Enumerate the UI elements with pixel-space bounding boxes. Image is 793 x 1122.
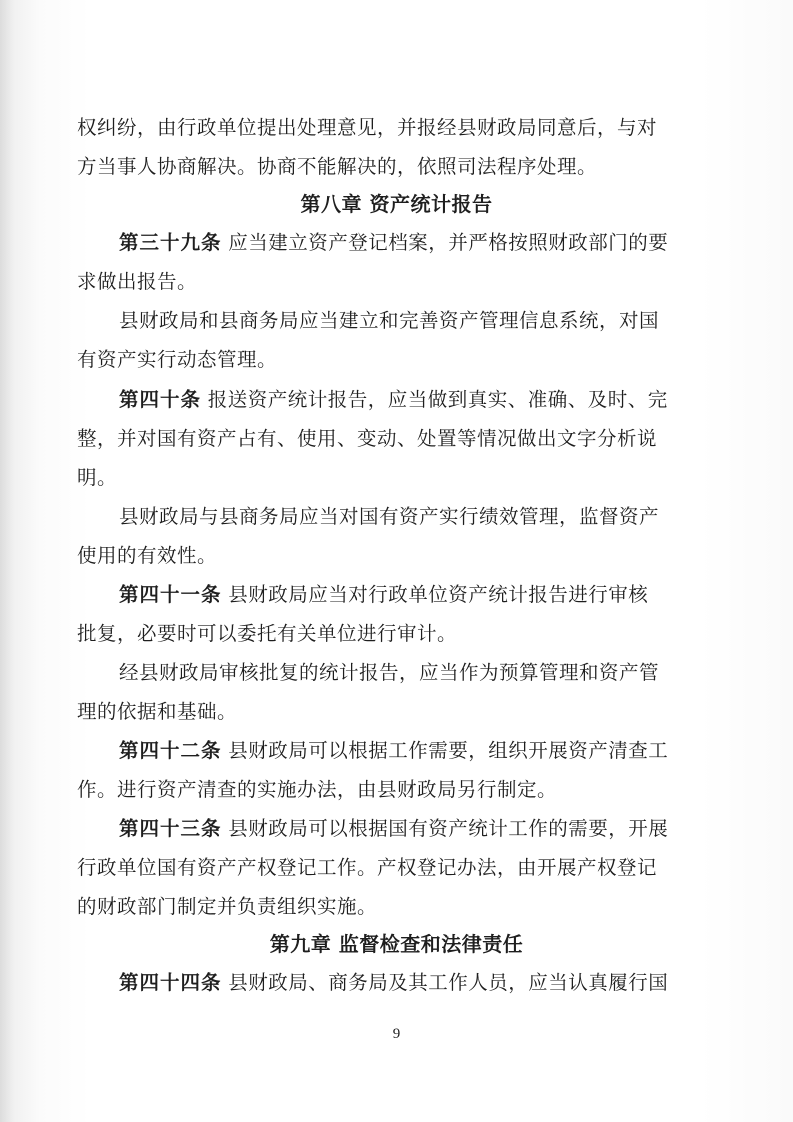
- line-text: 的财政部门制定并负责组织实施。: [77, 895, 378, 918]
- text-line-14: [77, 620, 457, 648]
- text-line-16: [77, 698, 237, 726]
- text-line-10: [77, 464, 117, 492]
- article-number: 第四十一条: [119, 583, 222, 606]
- line-text: 行政单位国有资产产权登记工作。产权登记办法，由开展产权登记: [77, 856, 658, 879]
- line-text: 权纠纷，由行政单位提出处理意见，并报经县财政局同意后，与对: [77, 116, 658, 139]
- line-text: 使用的有效性。: [77, 544, 218, 567]
- text-line-12: [77, 542, 217, 570]
- article-number: 第四十二条: [119, 739, 222, 762]
- chapter-9-heading: 第九章 监督检查和法律责任: [269, 932, 524, 956]
- line-text: 县财政局可以根据国有资产统计工作的需要，开展: [221, 817, 669, 840]
- text-line-11: [119, 503, 659, 531]
- line-text: 县财政局应当对行政单位资产统计报告进行审核: [221, 583, 649, 606]
- line-text: 方当事人协商解决。协商不能解决的，依照司法程序处理。: [77, 155, 598, 178]
- text-line-20: [77, 854, 657, 882]
- line-text: 县财政局和县商务局应当建立和完善资产管理信息系统，对国: [119, 309, 660, 332]
- page-number: 9: [392, 1026, 401, 1042]
- line-text: 县财政局与县商务局应当对国有资产实行绩效管理，监督资产: [119, 505, 660, 528]
- article-44-line: [119, 969, 668, 997]
- text-line-1: [77, 114, 657, 142]
- text-line-18: [77, 776, 557, 804]
- article-number: 第四十四条: [119, 971, 222, 994]
- article-number: 第四十条: [119, 388, 202, 411]
- text-line-7: [77, 346, 277, 374]
- article-number: 第四十三条: [119, 817, 222, 840]
- text-line-15: [119, 659, 659, 687]
- line-text: 应当建立资产登记档案，并严格按照财政部门的要: [221, 231, 669, 254]
- line-text: 作。进行资产清查的实施办法，由县财政局另行制定。: [77, 778, 558, 801]
- text-line-5: [77, 268, 197, 296]
- article-39-line: [119, 229, 668, 257]
- text-line-21: [77, 893, 377, 921]
- text-line-9: [77, 425, 657, 453]
- article-42-line: [119, 737, 668, 765]
- text-line-2: [77, 153, 597, 181]
- line-text: 县财政局可以根据工作需要，组织开展资产清查工: [221, 739, 669, 762]
- line-text: 理的依据和基础。: [77, 700, 238, 723]
- line-text: 整，并对国有资产占有、使用、变动、处置等情况做出文字分析说: [77, 427, 658, 450]
- article-41-line: [119, 581, 648, 609]
- article-43-line: [119, 815, 668, 843]
- line-text: 有资产实行动态管理。: [77, 348, 278, 371]
- line-text: 求做出报告。: [77, 270, 198, 293]
- article-40-line: [119, 386, 668, 414]
- line-text: 报送资产统计报告，应当做到真实、准确、及时、完: [201, 388, 668, 411]
- line-text: 县财政局、商务局及其工作人员，应当认真履行国: [221, 971, 669, 994]
- chapter-8-heading: 第八章 资产统计报告: [300, 192, 493, 216]
- line-text: 经县财政局审核批复的统计报告，应当作为预算管理和资产管: [119, 661, 660, 684]
- text-line-6: [119, 307, 659, 335]
- article-number: 第三十九条: [119, 231, 222, 254]
- line-text: 批复，必要时可以委托有关单位进行审计。: [77, 622, 458, 645]
- line-text: 明。: [77, 466, 118, 489]
